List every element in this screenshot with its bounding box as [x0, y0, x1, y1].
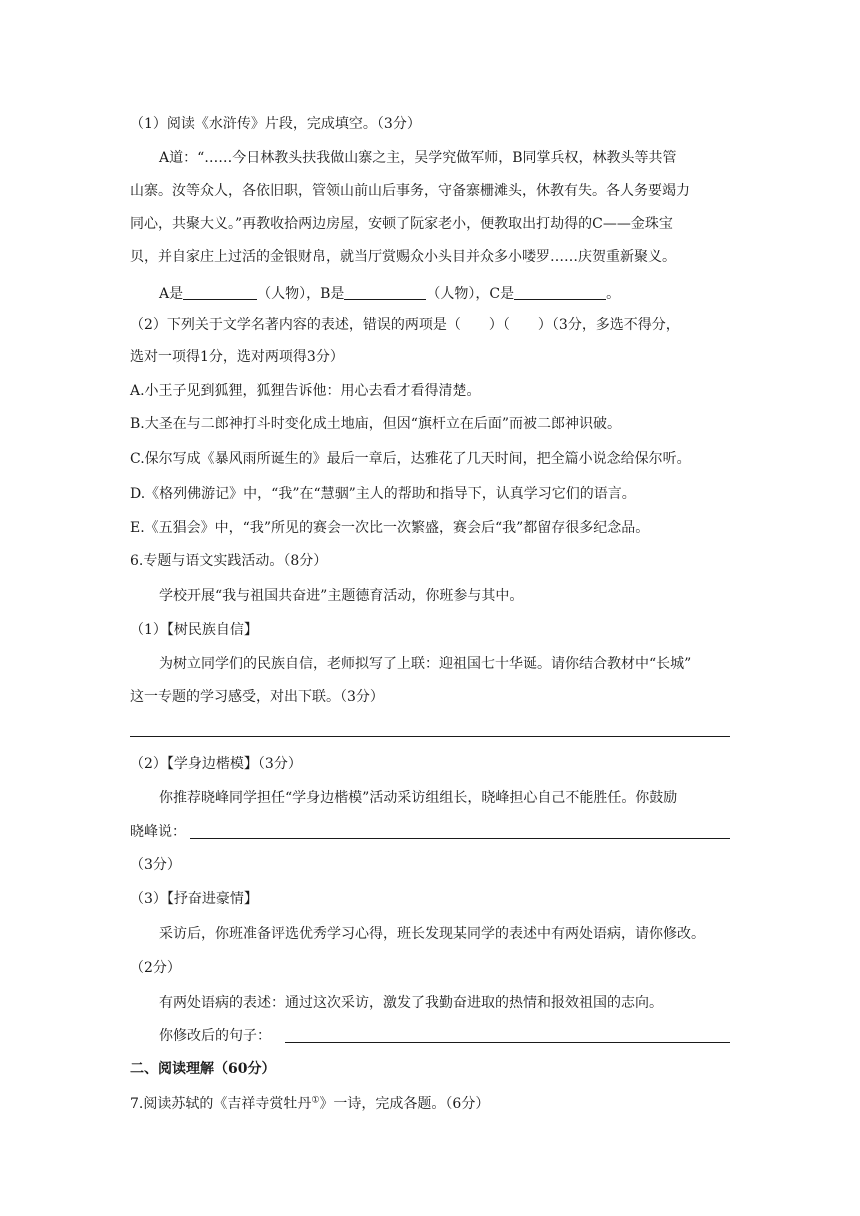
answer-blank-b[interactable] [344, 283, 426, 300]
q6-s3-sentence: 有两处语病的表述：通过这次采访，激发了我勤奋进取的热情和报效祖国的志向。 [159, 995, 663, 1011]
answer-line-couplet[interactable] [130, 736, 730, 737]
option-c: C.保尔写成《暴风雨所诞生的》最后一章后，达雅花了几天时间，把全篇小说念给保尔听。 [130, 451, 691, 467]
answer-blank-c[interactable] [514, 283, 606, 300]
fill-label-b: （人物），B是 [257, 286, 345, 302]
q6-title: 6.专题与语文实践活动。（8分） [130, 553, 328, 569]
fill-end: 。 [606, 286, 621, 302]
footnote-marker: ① [311, 1095, 320, 1106]
q6-s3-prompt: 你修改后的句子： [159, 1028, 271, 1044]
q6-s1-title: （1）【树民族自信】 [130, 622, 258, 638]
q6-s2-score: （3分） [130, 857, 181, 873]
q6-s3-title: （3）【抒奋进豪情】 [130, 891, 258, 907]
section2-title: 二、阅读理解（60分） [130, 1061, 276, 1077]
fill-label-a: A是 [159, 286, 184, 302]
passage-line-2: 山寨。汝等众人，各依旧职，管领山前山后事务，守备寨栅滩头，休教有失。各人务要竭力 [130, 183, 690, 199]
q6-s3-score: （2分） [130, 960, 181, 976]
q6-intro: 学校开展“我与祖国共奋进”主题德育活动，你班参与其中。 [159, 588, 524, 604]
q5-part2-line-1: （2）下列关于文学名著内容的表述，错误的两项是（ ）（ ）（3分，多选不得分， [130, 317, 680, 333]
option-e: E.《五猖会》中，“我”所见的赛会一次比一次繁盛，赛会后“我”都留存很多纪念品。 [130, 520, 650, 536]
q5-part2-line-2: 选对一项得1分，选对两项得3分） [130, 349, 344, 365]
q7-title-post: 》一诗，完成各题。（6分） [319, 1096, 490, 1112]
passage-line-1: A道：“……今日林教头扶我做山寨之主，吴学究做军师，B同掌兵权，林教头等共管 [159, 150, 677, 166]
q5-part1-prompt: （1）阅读《水浒传》片段，完成填空。（3分） [130, 116, 421, 132]
passage-line-3: 同心，共聚大义。”再教收拾两边房屋，安顿了阮家老小，便教取出打劫得的C——金珠宝 [130, 216, 673, 232]
q6-s2-title: （2）【学身边楷模】（3分） [130, 756, 302, 772]
passage-line-4: 贝，并自家庄上过活的金银财帛，就当厅赏赐众小头目并众多小喽罗……庆贺重新聚义。 [130, 249, 676, 265]
answer-line-revision[interactable] [285, 1042, 730, 1043]
q6-s2-prompt: 晓峰说： [130, 824, 186, 840]
option-a: A.小王子见到狐狸，狐狸告诉他：用心去看才看得清楚。 [130, 383, 481, 399]
fill-in-line [159, 283, 620, 304]
q6-s1-body-2: 这一专题的学习感受，对出下联。（3分） [130, 689, 384, 705]
q6-s2-body: 你推荐晓峰同学担任“学身边楷模”活动采访组组长，晓峰担心自己不能胜任。你鼓励 [159, 790, 678, 806]
option-d: D.《格列佛游记》中，“我”在“慧骃”主人的帮助和指导下，认真学习它们的语言。 [130, 486, 636, 502]
q7-title [130, 1094, 489, 1114]
option-b: B.大圣在与二郎神打斗时变化成土地庙，但因“旗杆立在后面”而被二郎神识破。 [130, 416, 622, 432]
q7-title-pre: 7.阅读苏轼的《吉祥寺赏牡丹 [130, 1096, 312, 1112]
answer-line-encourage[interactable] [190, 838, 730, 839]
q6-s3-body: 采访后，你班准备评选优秀学习心得，班长发现某同学的表述中有两处语病，请你修改。 [159, 926, 705, 942]
fill-label-c: （人物），C是 [426, 286, 515, 302]
q6-s1-body-1: 为树立同学们的民族自信，老师拟写了上联：迎祖国七十华诞。请你结合教材中“长城” [159, 656, 692, 672]
answer-blank-a[interactable] [183, 283, 257, 300]
